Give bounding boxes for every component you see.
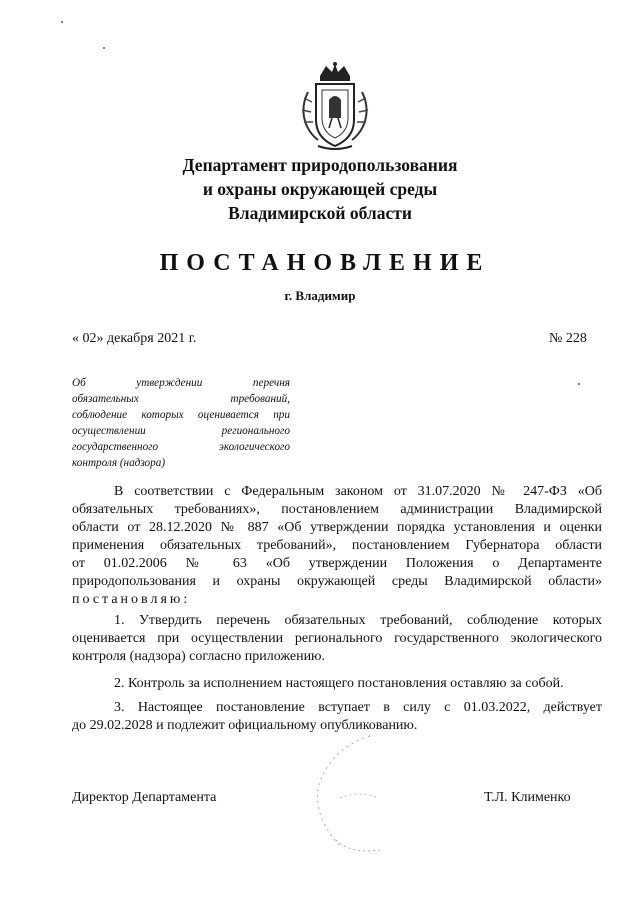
item-1-line: 1. Утвердить перечень обязательных требований, соблюдение которых bbox=[114, 613, 602, 628]
scan-speck bbox=[578, 383, 580, 385]
subject-line: Об утверждении перечня bbox=[72, 377, 290, 389]
document-number: № 228 bbox=[549, 331, 587, 346]
item-3-line: до 29.02.2028 и подлежит официальному опубликованию. bbox=[72, 718, 418, 733]
item-2-line: 2. Контроль за исполнением настоящего постановления оставляю за собой. bbox=[114, 676, 564, 691]
document-date: « 02» декабря 2021 г. bbox=[72, 331, 197, 346]
scan-speck bbox=[61, 21, 63, 23]
signatory-name: Т.Л. Клименко bbox=[484, 790, 571, 805]
item-1-line: контроля (надзора) согласно приложению. bbox=[72, 649, 326, 664]
subject-line: контроля (надзора) bbox=[72, 457, 166, 469]
preamble-line: В соответствии с Федеральным законом от 31.07.2020 № 247-ФЗ «Об bbox=[114, 484, 602, 499]
scan-speck bbox=[103, 47, 105, 49]
subject-line: осуществлении регионального bbox=[72, 425, 290, 437]
subject-line: государственного экологического bbox=[72, 441, 290, 453]
item-1 bbox=[72, 612, 602, 666]
subject-line: обязательных требований, bbox=[72, 393, 290, 405]
subject-line: соблюдение которых оценивается при bbox=[72, 409, 290, 421]
item-2 bbox=[72, 675, 602, 693]
document-type: ПОСТАНОВЛЕНИЕ bbox=[159, 250, 491, 276]
department-name-line3: Владимирской области bbox=[228, 203, 412, 223]
item-1-line: оценивается при осуществлении регионального государственного экологического bbox=[72, 631, 602, 646]
item-3-line: 3. Настоящее постановление вступает в силу с 01.03.2022, действует bbox=[114, 700, 602, 715]
preamble-line: природопользования и охраны окружающей среды Владимирской области» bbox=[72, 574, 602, 589]
preamble-line: области от 28.12.2020 № 887 «Об утверждении порядка установления и оценки bbox=[72, 520, 602, 535]
document-subject bbox=[72, 375, 290, 471]
city: г. Владимир bbox=[284, 288, 356, 303]
resolve-word: постановляю: bbox=[72, 592, 191, 607]
stamp-mark bbox=[300, 728, 430, 858]
coat-of-arms-icon bbox=[296, 62, 374, 152]
department-name-line1: Департамент природопользования bbox=[182, 155, 458, 175]
preamble bbox=[72, 483, 602, 609]
department-name-line2: и охраны окружающей среды bbox=[202, 179, 438, 199]
preamble-line: обязательных требованиях», постановлением администрации Владимирской bbox=[72, 502, 602, 517]
preamble-line: применения обязательных требований», постановлением Губернатора области bbox=[72, 538, 602, 553]
preamble-line: от 01.02.2006 № 63 «Об утверждении Положения о Департаменте bbox=[72, 556, 602, 571]
signatory-position: Директор Департамента bbox=[72, 790, 217, 805]
